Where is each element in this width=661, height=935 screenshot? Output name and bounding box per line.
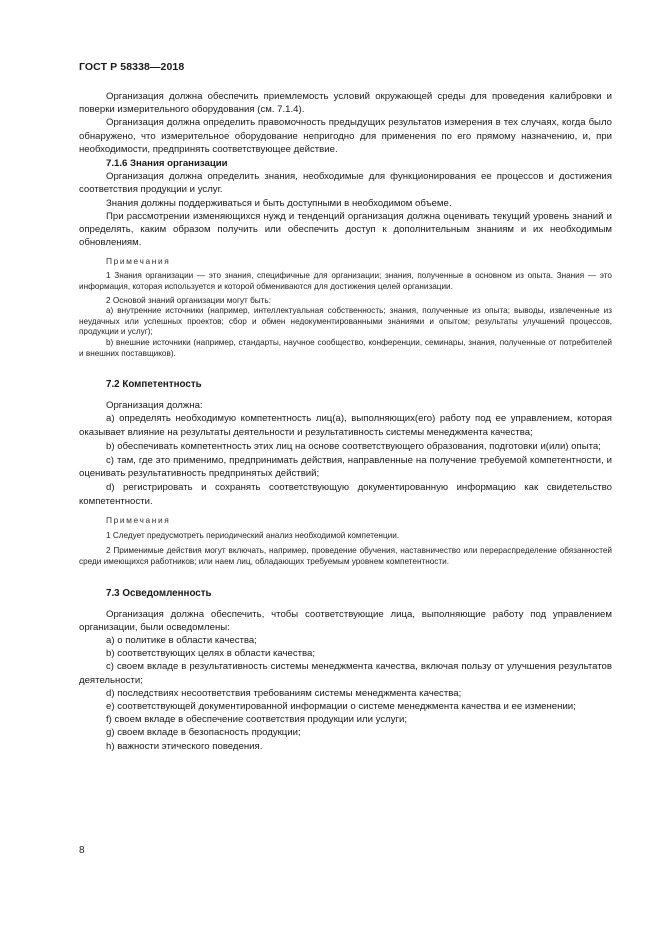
list-item: b) соответствующих целях в области качества; (106, 648, 316, 660)
paragraph: При рассмотрении изменяющихся нужд и тенденций организация должна оценивать текущий уровень знаний и определять, каким образом получить или обеспечить доступ к дополнительным знаниям и их необходимым обновлениям. (79, 210, 612, 249)
section-heading-7-3: 7.3 Осведомленность (106, 587, 212, 599)
note-item: b) внешние источники (например, стандарты, научное сообщество, конференции, семинары, знания, полученные от потребителей и внешних поставщиков). (79, 338, 612, 358)
paragraph: Организация должна определить правомочность предыдущих результатов измерения в тех случаях, когда было обнаружено, что измерительное оборудование непригодно для применения по его прямому назначению, и, при необходимости, предпринять соответствующее действие. (79, 117, 612, 155)
page-content (79, 90, 612, 753)
note: 1 Следует предусмотреть периодический анализ необходимой компетенции. (106, 530, 400, 540)
list-item: d) последствиях несоответствия требованиям системы менеджмента качества; (106, 687, 462, 699)
notes-heading: Примечания (106, 514, 171, 525)
list-item: c) там, где это применимо, предпринимать действия, направленные на получение требуемой компетентности, и оценивать результативность предпринятых действий; (79, 455, 612, 480)
list-item: f) своем вкладе в обеспечение соответствия продукции или услуги; (106, 714, 408, 726)
document-header: ГОСТ Р 58338—2018 (79, 61, 185, 73)
list-item: b) обеспечивать компетентность этих лиц на основе соответствующего образования, подготовки и(или) опыта; (106, 440, 601, 452)
list-item: a) о политике в области качества; (106, 635, 257, 646)
note: 2 Применимые действия могут включать, например, проведение обучения, наставничество или перераспределение обязанностей среди имеющихся работников; или наем лиц, обладающих требуемым уровнем компетентности. (79, 546, 612, 566)
list-item: c) своем вкладе в результативность системы менеджмента качества, включая пользу от улучшения результатов деятельности; (79, 661, 612, 686)
paragraph: Организация должна: (106, 400, 203, 412)
paragraph: Организация должна обеспечить приемлемость условий окружающей среды для проведения калибровки и поверки измерительного оборудования (см. 7.1.4). (79, 91, 612, 116)
list-item: d) регистрировать и сохранять соответствующую документированную информацию как свидетельство компетентности. (79, 482, 612, 507)
page-number: 8 (79, 845, 85, 856)
notes-heading: Примечания (106, 256, 171, 267)
list-item: a) определять необходимую компетентность лиц(а), выполняющих(его) работу под ее управлением, которая оказывает влияние на результаты деятельности и результативность системы менеджмента качества; (79, 413, 612, 438)
paragraph: Знания должны поддерживаться и быть доступными в необходимом объеме. (106, 197, 452, 209)
list-item: e) соответствующей документированной информации о системе менеджмента качества и ее изменении; (106, 701, 576, 713)
list-item: h) важности этического поведения. (106, 740, 263, 752)
section-heading-7-1-6: 7.1.6 Знания организации (106, 158, 228, 170)
note-item: a) внутренние источники (например, интеллектуальная собственность; знания, полученные из опыта; выводы, извлеченные из неудачных или успешных проектов; сбор и обмен недокументированными знаниями и опытом; результаты улучшений процессов, продукции и услуг); (79, 306, 612, 337)
note: 2 Основой знаний организации могут быть: (106, 295, 271, 305)
list-item: g) своем вкладе в безопасность продукции; (106, 727, 301, 739)
section-heading-7-2: 7.2 Компетентность (106, 379, 202, 391)
paragraph: Организация должна определить знания, необходимые для функционирования ее процессов и достижения соответствия продукции и услуг. (79, 171, 612, 196)
paragraph: Организация должна обеспечить, чтобы соответствующие лица, выполняющие работу под управлением организации, были осведомлены: (79, 608, 612, 633)
note: 1 Знания организации — это знания, специфичные для организации; знания, полученные в основном из опыта. Знания — это информация, которая используется и которой обмениваются для достижения целей организации. (79, 271, 612, 292)
